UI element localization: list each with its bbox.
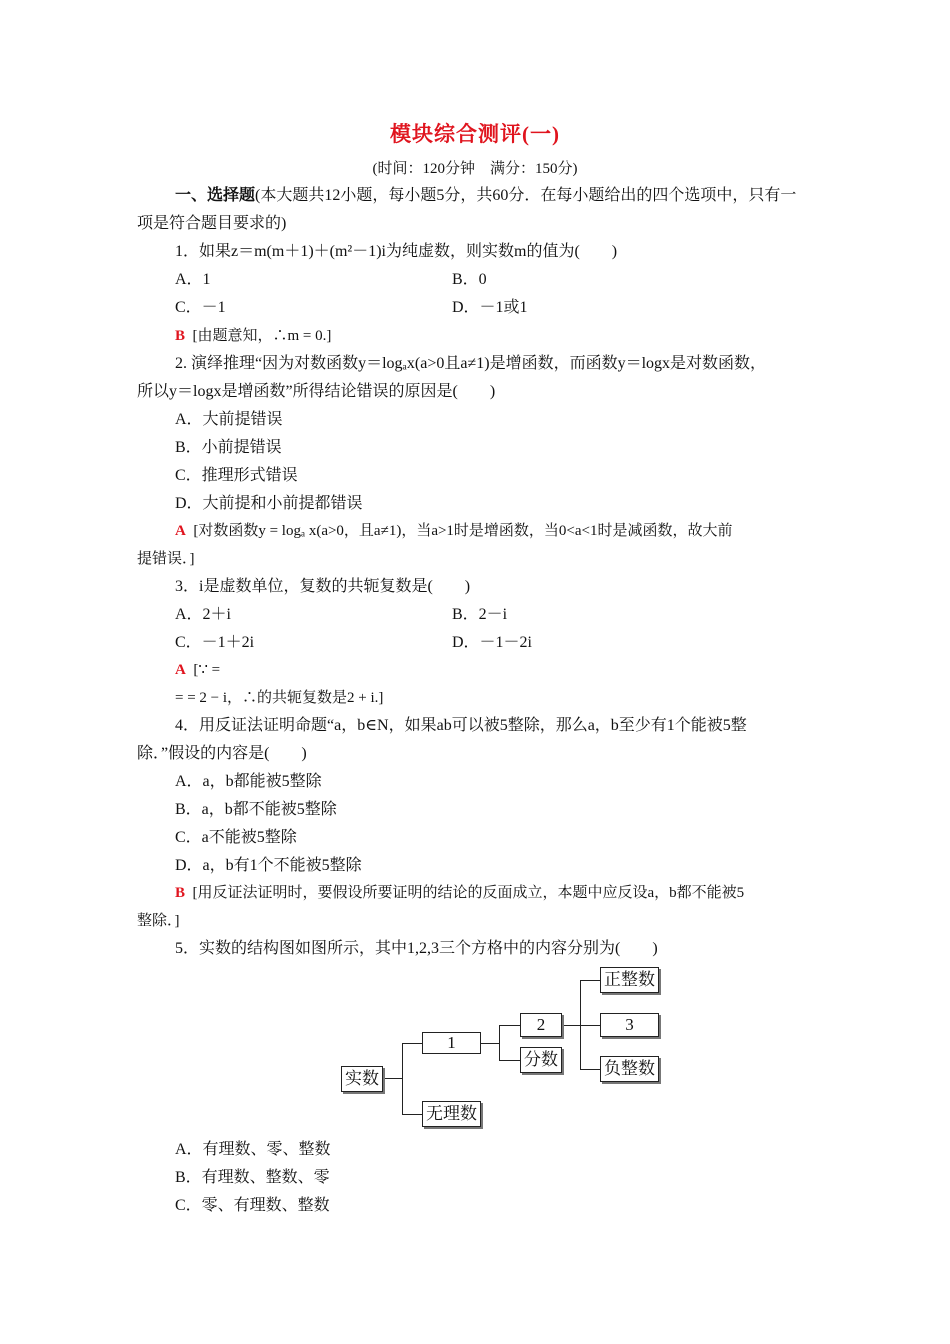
diagram-fraction-box: 分数 <box>520 1047 562 1073</box>
question-2-explanation-line-2: 提错误．] <box>137 551 195 567</box>
question-2-answer: A <box>175 523 186 539</box>
question-5-option-a: A．有理数、零、整数 <box>175 1141 331 1158</box>
question-4-stem-line-1: 4．用反证法证明命题“a，b∈N，如果ab可以被5整除，那么a，b至少有1个能被5整 <box>175 717 747 734</box>
question-4-explanation-line-2: 整除．] <box>137 913 180 929</box>
diagram-irrational-box: 无理数 <box>422 1101 481 1127</box>
page-title: 模块综合测评(一) <box>390 122 560 146</box>
connector-to-fraction <box>499 1060 520 1061</box>
question-3-option-a: A．2＋i <box>175 606 232 623</box>
section-heading: 一、选择题 <box>175 187 256 204</box>
question-4-option-a: A．a，b都能被5整除 <box>175 773 322 790</box>
question-1-option-a: A．1 <box>175 271 211 288</box>
question-5-option-c: C．零、有理数、整数 <box>175 1197 330 1214</box>
diagram-positive-integer-box: 正整数 <box>600 967 659 993</box>
question-1-explanation: [由题意知，∴m = 0.] <box>192 328 332 344</box>
question-1-option-d: D．－1或1 <box>452 299 528 316</box>
question-3-solution <box>175 660 220 680</box>
question-2-option-d: D．大前提和小前提都错误 <box>175 495 363 512</box>
connector-to-box3 <box>580 1025 600 1026</box>
connector-to-box2 <box>499 1025 520 1026</box>
question-2-stem-line-2: 所以y＝logx是增函数”所得结论错误的原因是( ) <box>137 383 496 400</box>
diagram-box-1: 1 <box>422 1032 481 1054</box>
question-4-answer: B <box>175 885 186 901</box>
question-1-option-c: C．－1 <box>175 299 226 316</box>
question-1-stem: 1．如果z＝m(m＋1)＋(m²－1)i为纯虚数，则实数m的值为( ) <box>175 243 618 260</box>
section-intro-text: (本大题共12小题，每小题5分，共60分．在每小题给出的四个选项中，只有一 <box>255 187 797 204</box>
question-3-option-b: B．2－i <box>452 606 508 623</box>
question-2-option-c: C．推理形式错误 <box>175 467 298 484</box>
question-4-option-d: D．a，b有1个不能被5整除 <box>175 857 362 874</box>
connector-root <box>382 1078 402 1079</box>
connector-to-positive <box>580 980 600 981</box>
connector-to-negative <box>580 1069 600 1070</box>
question-3-answer: A <box>175 662 186 678</box>
question-2-solution <box>175 521 733 541</box>
question-2-explanation: [对数函数y = logₐ x(a>0，且a≠1)，当a>1时是增函数，当0<a<1时是减函数，故大前 <box>193 523 733 539</box>
question-3-option-c: C．－1＋2i <box>175 634 255 651</box>
exam-info: (时间：120分钟 满分：150分) <box>372 161 578 177</box>
question-5-stem: 5．实数的结构图如图所示，其中1,2,3三个方格中的内容分别为( ) <box>175 940 658 957</box>
diagram-negative-integer-box: 负整数 <box>600 1056 659 1082</box>
question-3-explanation-line-2: = = 2 − i，∴的共轭复数是2 + i.] <box>175 690 384 706</box>
question-4-option-c: C．a不能被5整除 <box>175 829 297 846</box>
connector-box1-vertical <box>499 1025 500 1061</box>
question-3-explanation: [∵ = <box>193 662 221 678</box>
question-4-solution <box>175 883 744 903</box>
question-1-solution <box>175 326 331 346</box>
connector-to-box1 <box>402 1043 422 1044</box>
question-1-option-b: B．0 <box>452 271 487 288</box>
connector-to-irrational <box>402 1114 422 1115</box>
section-intro-line-1 <box>175 186 815 206</box>
section-intro-line-2: 项是符合题目要求的) <box>137 215 287 232</box>
question-2-option-a: A．大前提错误 <box>175 411 283 428</box>
question-2-option-b: B．小前提错误 <box>175 439 282 456</box>
question-4-explanation: [用反证法证明时，要假设所要证明的结论的反面成立，本题中应反设a，b都不能被5 <box>192 885 745 901</box>
diagram-box-3: 3 <box>600 1013 659 1037</box>
connector-box2 <box>562 1025 580 1026</box>
diagram-box-2: 2 <box>520 1013 562 1037</box>
question-3-option-d: D．－1－2i <box>452 634 533 651</box>
question-5-option-b: B．有理数、整数、零 <box>175 1169 330 1186</box>
question-4-stem-line-2: 除．”假设的内容是( ) <box>137 745 307 762</box>
question-3-stem: 3．i是虚数单位，复数的共轭复数是( ) <box>175 578 471 595</box>
question-4-option-b: B．a，b都不能被5整除 <box>175 801 337 818</box>
connector-box1 <box>480 1043 499 1044</box>
question-1-answer: B <box>175 328 186 344</box>
connector-root-vertical <box>402 1043 403 1115</box>
question-2-stem-line-1: 2. 演绎推理“因为对数函数y＝logₐx(a>0且a≠1)是增函数，而函数y＝logx是对数函数， <box>175 355 767 372</box>
diagram-root-box: 实数 <box>341 1066 383 1092</box>
